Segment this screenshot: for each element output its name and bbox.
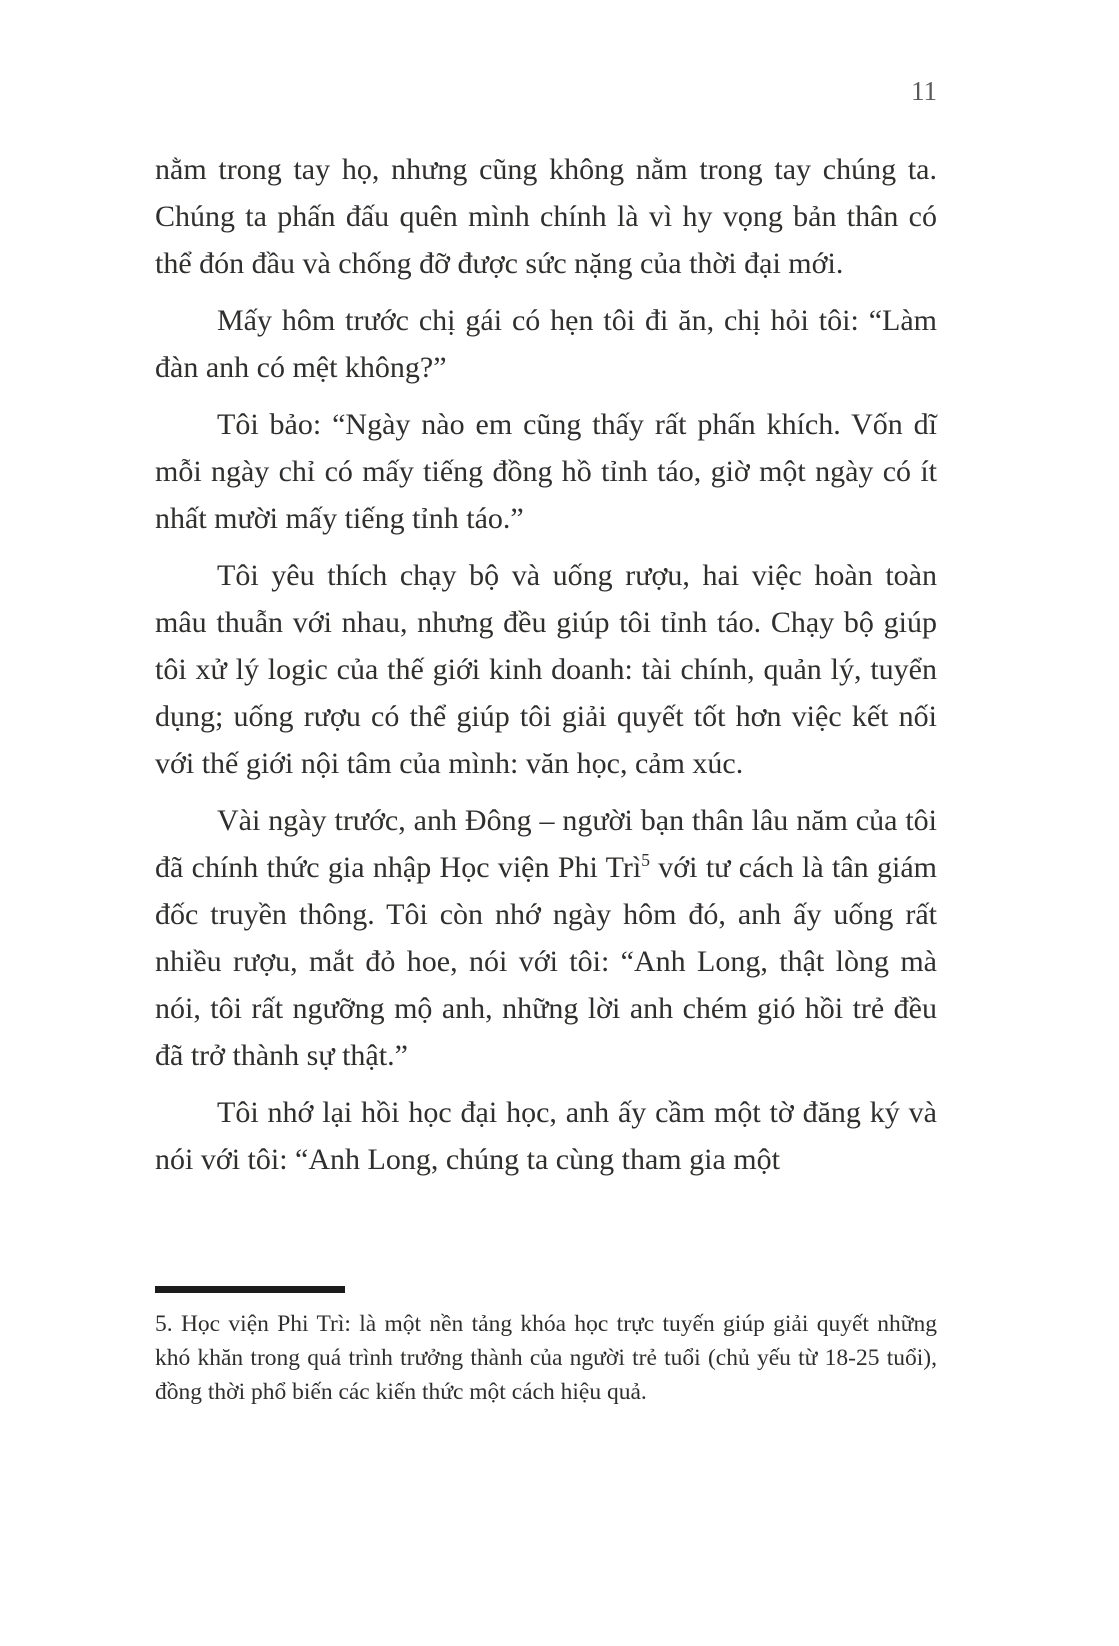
paragraph: Tôi nhớ lại hồi học đại học, anh ấy cầm một tờ đăng ký và nói với tôi: “Anh Long, chúng ta cùng tham gia một: [155, 1096, 937, 1176]
page-content: [155, 146, 937, 1193]
paragraph: nằm trong tay họ, nhưng cũng không nằm trong tay chúng ta. Chúng ta phấn đấu quên mình chính là vì hy vọng bản thân có thể đón đầu và chống đỡ được sức nặng của thời đại mới.: [155, 153, 937, 280]
paragraph: Tôi yêu thích chạy bộ và uống rượu, hai việc hoàn toàn mâu thuẫn với nhau, nhưng đều giúp tôi tỉnh táo. Chạy bộ giúp tôi xử lý logic của thế giới kinh doanh: tài chính, quản lý, tuyển dụng; uống rượu có thể giúp tôi giải quyết tốt hơn việc kết nối với thế giới nội tâm của mình: văn học, cảm xúc.: [155, 559, 937, 780]
footnote-text: 5. Học viện Phi Trì: là một nền tảng khóa học trực tuyến giúp giải quyết những khó khăn trong quá trình trưởng thành của người trẻ tuổi (chủ yếu từ 18-25 tuổi), đồng thời phổ biến các kiến thức một cách hiệu quả.: [155, 1311, 937, 1405]
paragraph-text: Vài ngày trước, anh Đông – người bạn thân lâu năm của tôi đã chính thức gia nhập Học viện Phi Trì: [155, 804, 937, 884]
paragraph: Tôi bảo: “Ngày nào em cũng thấy rất phấn khích. Vốn dĩ mỗi ngày chỉ có mấy tiếng đồng hồ tỉnh táo, giờ một ngày có ít nhất mười mấy tiếng tỉnh táo.”: [155, 408, 937, 535]
footnote-rule: [155, 1286, 345, 1293]
page-number: 11: [911, 76, 937, 106]
paragraph: Mấy hôm trước chị gái có hẹn tôi đi ăn, chị hỏi tôi: “Làm đàn anh có mệt không?”: [155, 304, 937, 384]
paragraph: [155, 797, 937, 1079]
paragraph-text: với tư cách là tân giám đốc truyền thông. Tôi còn nhớ ngày hôm đó, anh ấy uống rất nhiều rượu, mắt đỏ hoe, nói với tôi: “Anh Long, thật lòng mà nói, tôi rất ngưỡng mộ anh, những lời anh chém gió hồi trẻ đều đã trở thành sự thật.”: [155, 851, 938, 1072]
footnote-area: [155, 1286, 937, 1409]
footnote-reference: 5: [641, 850, 650, 870]
